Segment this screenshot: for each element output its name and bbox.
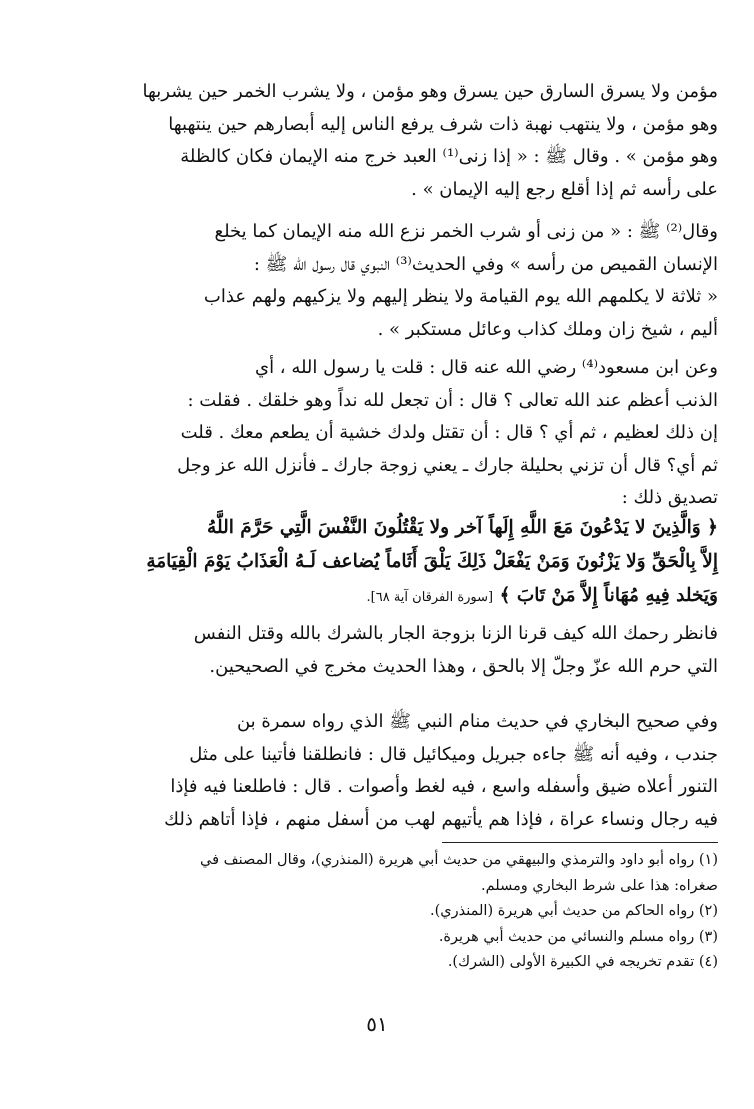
quran-verse: [78, 511, 718, 615]
verse-text: ﴿ وَالَّذِينَ لا يَدْعُونَ مَعَ اللَّهِ إِلَهاً آخر ولا يَقْتُلُونَ النَّفْسَ الَّتِي حَرَّمَ اللَّهُ إِلاَّ بِالْحَقِّ وَلا يَزْنُونَ وَمَنْ يَفْعَلْ ذَلِكَ يَلْقَ أَثَاماً يُضاعف لَـهُ الْعَذَابُ يَوْمَ الْقِيَامَةِ وَيَخلد فِيهِ مُهَاناً إِلاَّ مَنْ تَابَ ﴾: [146, 517, 718, 606]
footnote-1: (١) رواه أبو داود والترمذي والبيهقي من حديث أبي هريرة (المنذري)، وقال المصنف في صغراه: هذا على شرط البخاري ومسلم.: [200, 852, 718, 894]
paragraph-5: فانظر رحمك الله كيف قرنا الزنا بزوجة الجار بالشرك بالله وقتل النفس التي حرم الله عزّ وجلّ إلا بالحق ، وهذا الحديث مخرج في الصحيحين.: [193, 623, 718, 677]
paragraph-3: وعن ابن مسعود⁽⁴⁾ رضي الله عنه قال : قلت يا رسول الله ، أي الذنب أعظم عند الله تعالى ؟ قال : أن تجعل لله نداً وهو خلقك . فقلت : إن ذلك لعظيم ، ثم أي ؟ قال : أن تقتل ولدك خشية أن يطعم معك . قلت ثم أي؟ قال أن تزني بحليلة جارك ـ يعني زوجة جارك ـ فأنزل الله عز وجل تصديق ذلك :: [177, 357, 718, 509]
footnote-divider: [442, 842, 718, 843]
footnotes-list: [78, 848, 718, 976]
paragraph-2: وقال⁽²⁾ ﷺ : « من زنى أو شرب الخمر نزع الله منه الإيمان كما يخلع الإنسان القميص من رأسه » وفي الحديث⁽³⁾ النبوي قال رسول الله ﷺ : « ثلاثة لا يكلمهم الله يوم القيامة ولا ينظر إليهم ولا يزكيهم ولهم عذاب أليم ، شيخ زان وملك كذاب وعائل مستكبر » .: [203, 221, 718, 340]
footnote-2: (٢) رواه الحاكم من حديث أبي هريرة (المنذري).: [430, 903, 718, 919]
footnote-3: (٣) رواه مسلم والنسائي من حديث أبي هريرة.: [438, 928, 718, 945]
paragraph-6: وفي صحيح البخاري في حديث منام النبي ﷺ الذي رواه سمرة بن جندب ، وفيه أنه ﷺ جاءه جبريل وميكائيل قال : فانطلقنا فأتينا على مثل التنور أعلاه ضيق وأسفله واسع ، فيه لغط وأصوات . قال : فاطلعنا فيه فإذا فيه رجال ونساء عراة ، فإذا هم يأتيهم لهب من أسفل منهم ، فإذا أتاهم ذلك: [164, 711, 718, 830]
footnote-4: (٤) تقدم تخريجه في الكبيرة الأولى (الشرك).: [447, 954, 718, 970]
paragraph-1: مؤمن ولا يسرق السارق حين يسرق وهو مؤمن ، ولا يشرب الخمر حين يشربها وهو مؤمن ، ولا ينتهب نهبة ذات شرف يرفع الناس إليه أبصارهم حين ينتهبها وهو مؤمن » . وقال ﷺ : « إذا زنى⁽¹⁾ العبد خرج منه الإيمان فكان كالظلة على رأسه ثم إذا أقلع رجع إليه الإيمان » .: [142, 81, 718, 200]
verse-reference: [سورة الفرقان آية ٦٨].: [366, 590, 494, 605]
page-number: ٥١: [366, 1012, 388, 1036]
